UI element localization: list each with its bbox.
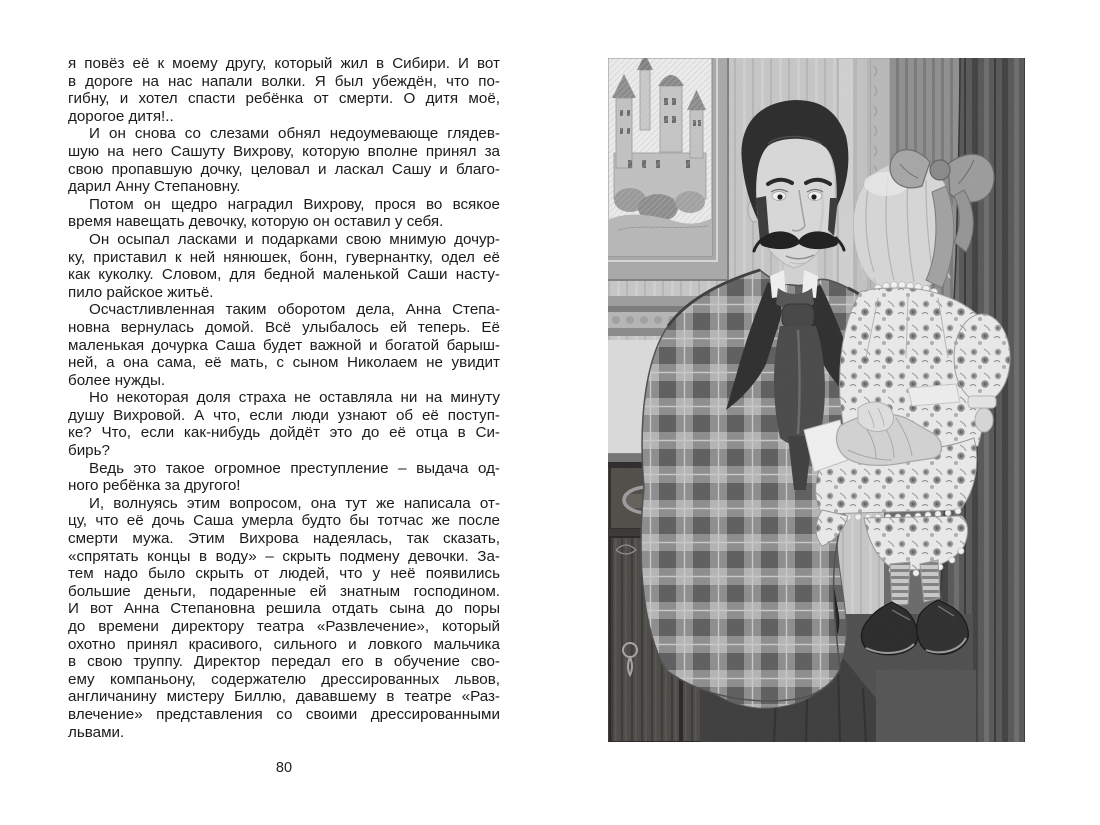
text-line: ку, приставил к ней нянюшек, бонн, гувернантку, одел её <box>68 248 500 266</box>
text-line: ке? Что, если как-нибудь дойдёт это до её отца в Си- <box>68 424 500 442</box>
text-line: Потом он щедро наградил Вихрову, прося во всякое <box>89 195 500 213</box>
text-line: гибну, и хотел спасти ребёнка от смерти. О дитя моё, <box>68 90 500 108</box>
text-line: влечение» представления со своими дрессированными <box>68 705 500 723</box>
text-line: ему компаньону, содержателю дрессированных львов, <box>68 670 500 688</box>
text-line: большие деньги, подаренные ей знатным господином. <box>68 582 500 600</box>
text-line: бирь? <box>68 442 110 460</box>
text-line: более нужды. <box>68 371 166 389</box>
text-line: в дороге на нас напали волки. Я был убеждён, что по- <box>68 72 500 90</box>
book-illustration <box>608 58 1025 742</box>
text-line: ного ребёнка за другого! <box>68 477 241 495</box>
text-line: Но некоторая доля страха не оставляла ни на минуту <box>89 389 500 407</box>
text-line: свою пропавшую дочку, целовал и ласкал Сашу и благо- <box>68 160 500 178</box>
text-line: цу, что её дочь Саша умерла будто бы тотчас же после <box>68 512 500 530</box>
text-line: маленькая дочурка Саша будет важной и богатой барыш- <box>68 336 500 354</box>
text-line: ней, а она сама, её мать, с сыном Николаем не увидит <box>68 354 500 372</box>
text-line: дорогое дитя!.. <box>68 107 174 125</box>
text-line: я повёз её к моему другу, который жил в Сибири. И вот <box>68 55 500 72</box>
text-line: И, волнуясь этим вопросом, она тут же написала от- <box>89 494 500 512</box>
text-line: охотно принял красивого, сильного и ловкого мальчика <box>68 635 500 653</box>
text-line: Ведь это такое огромное преступление – выдача од- <box>89 459 500 477</box>
text-line: в свою труппу. Директор передал его в обучение сво- <box>68 653 500 671</box>
text-line: дарил Анну Степановну. <box>68 178 241 196</box>
text-line: «спрятать концы в воду» – скрыть подмену девочки. За- <box>68 547 500 565</box>
text-line: душу Вихровой. А что, если люди узнают об её поступ- <box>68 406 500 424</box>
text-line: новна вернулась домой. Всё улыбалось ей теперь. Её <box>68 318 500 336</box>
text-line: тем надо было скрыть от людей, что у неё появились <box>68 565 500 583</box>
text-line: И он снова со слезами обнял недоумевающе глядев- <box>89 125 500 143</box>
text-line: львами. <box>68 723 125 741</box>
text-line: до времени директору театра «Развлечение», который <box>68 618 500 635</box>
text-line: И вот Анна Степановна решила отдать сына до поры <box>68 600 500 618</box>
illustration-svg <box>608 58 1025 742</box>
text-line: Он осыпал ласками и подарками свою мнимую дочур- <box>89 230 500 248</box>
page-number: 80 <box>275 760 293 776</box>
text-line: время навещать девочку, которую он оставил у себя. <box>68 213 444 231</box>
text-line: как куколку. Словом, для бедной маленькой Саши насту- <box>68 266 500 284</box>
text-line: пило райское житьё. <box>68 283 214 301</box>
text-column <box>68 55 500 741</box>
text-line: англичанину мистеру Биллю, дававшему в театре «Раз- <box>68 688 500 706</box>
text-line: шую на него Сашуту Вихрову, которую вполне принял за <box>68 142 500 160</box>
text-line: смерти мужа. Этим Вихрова надеялась, так сказать, <box>68 530 500 548</box>
grain-overlay <box>608 58 1025 742</box>
text-line: Осчастливленная таким оборотом дела, Анна Степа- <box>89 301 500 319</box>
